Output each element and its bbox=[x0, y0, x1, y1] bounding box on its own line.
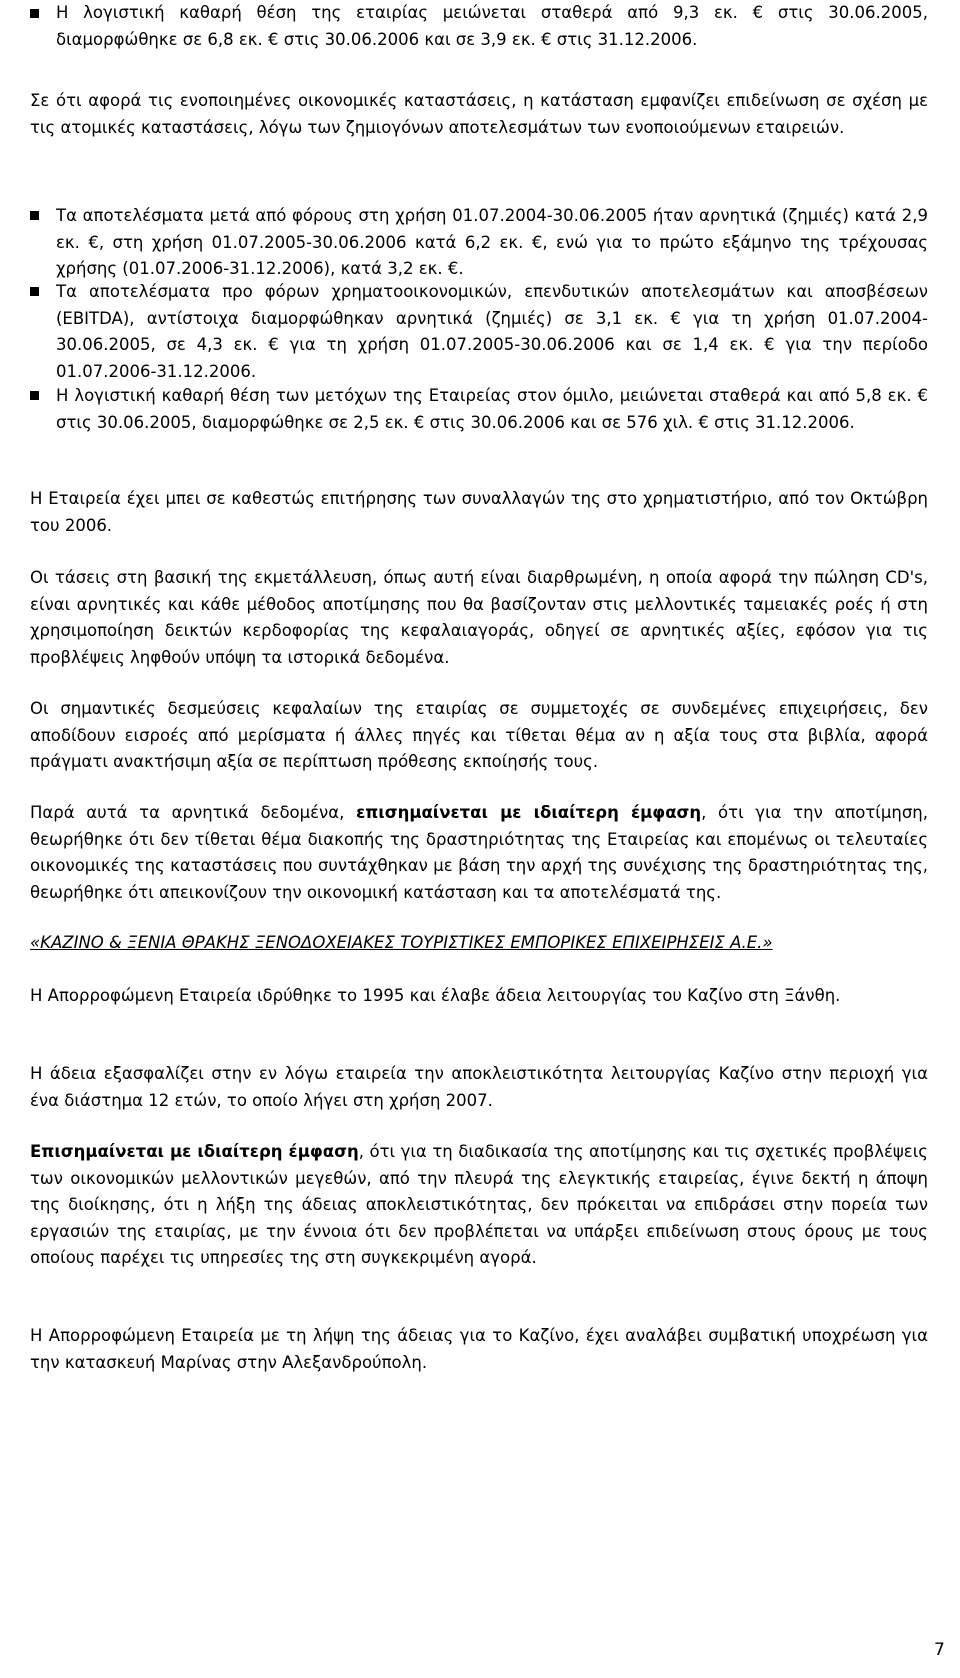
bullet-ebitda: Τα αποτελέσματα προ φόρων χρηματοοικονομικών, επενδυτικών αποτελεσμάτων και αποσβέσεων (EBITDA), αντίστοιχα διαμορφώθηκαν αρνητικά (ζημιές) σε 3,1 εκ. € για τη χρήση 01.07.2004-30.06.2005, σε 4,3 εκ. € για τη χρήση 01.07.2005-30.06.2006 και σε 1,4 εκ. € για την περίοδο 01.07.2006-31.12.2006. bbox=[56, 282, 928, 381]
paragraph-license-exclusivity: Η άδεια εξασφαλίζει στην εν λόγω εταιρεία την αποκλειστικότητα λειτουργίας Καζίνο στην περιοχή για ένα διάστημα 12 ετών, το οποίο λήγει στη χρήση 2007. bbox=[30, 1064, 928, 1110]
paragraph-consolidated-statements: Σε ότι αφορά τις ενοποιημένες οικονομικές καταστάσεις, η κατάσταση εμφανίζει επιδείνωση σε σχέση με τις ατομικές καταστάσεις, λόγω των ζημιογόνων αποτελεσμάτων των ενοποιούμενων εταιρειών. bbox=[30, 91, 928, 137]
paragraph-company-founding: Η Απορροφώμενη Εταιρεία ιδρύθηκε το 1995 και έλαβε άδεια λειτουργίας του Καζίνο στη Ξάνθη. bbox=[30, 986, 841, 1005]
bullet-shareholders-equity: Η λογιστική καθαρή θέση των μετόχων της Εταιρείας στον όμιλο, μειώνεται σταθερά και από 5,8 εκ. € στις 30.06.2005, διαμορφώθηκε σε 2,5 εκ. € στις 30.06.2006 και σε 576 χιλ. € στις 31.12.2006. bbox=[56, 386, 928, 432]
bullet-marker bbox=[30, 211, 39, 220]
emphasis-text: Επισημαίνεται με ιδιαίτερη έμφαση bbox=[30, 1142, 359, 1161]
bullet-marker bbox=[30, 391, 39, 400]
bullet-after-tax-results: Τα αποτελέσματα μετά από φόρους στη χρήση 01.07.2004-30.06.2005 ήταν αρνητικά (ζημιές) κατά 2,9 εκ. €, στη χρήση 01.07.2005-30.06.2006 κατά 6,2 εκ. €, ενώ για το πρώτο εξάμηνο της τρέχουσας χρήσης (01.07.2006-31.12.2006), κατά 3,2 εκ. €. bbox=[56, 206, 928, 278]
paragraph-text: , ότι για τη διαδικασία της αποτίμησης και τις σχετικές προβλέψεις των οικονομικών μελλοντικών μεγεθών, από την πλευρά της ελεγκτικής εταιρείας, έγινε δεκτή η άποψη της διοίκησης, ότι η λήξη της άδειας αποκλειστικότητας, δεν πρόκειται να επιδράσει στην πορεία των εργασιών της εταιρίας, με την έννοια ότι δεν προβλέπεται να υπάρξει επιδείνωση στους όρους με τους οποίους παρέχει τις υπηρεσίες της στη συγκεκριμένη αγορά. bbox=[30, 1142, 928, 1267]
section-heading: «ΚΑΖΙΝΟ & ΞΕΝΙΑ ΘΡΑΚΗΣ ΞΕΝΟΔΟΧΕΙΑΚΕΣ ΤΟΥΡΙΣΤΙΚΕΣ ΕΜΠΟΡΙΚΕΣ ΕΠΙΧΕΙΡΗΣΕΙΣ Α.Ε.» bbox=[30, 933, 773, 952]
bullet-equity-trend: Η λογιστική καθαρή θέση της εταιρίας μειώνεται σταθερά από 9,3 εκ. € στις 30.06.2005, διαμορφώθηκε σε 6,8 εκ. € στις 30.06.2006 και σε 3,9 εκ. € στις 31.12.2006. bbox=[56, 3, 928, 49]
paragraph-emphasis-going-concern bbox=[30, 800, 928, 906]
emphasis-text: επισημαίνεται με ιδιαίτερη έμφαση bbox=[356, 803, 702, 822]
page-number: 7 bbox=[934, 1640, 945, 1660]
paragraph-text: , ότι για την αποτίμηση, θεωρήθηκε ότι δεν τίθεται θέμα διακοπής της δραστηριότητας της Εταιρείας και επομένως οι τελευταίες οικονομικές της καταστάσεις που συντάχθηκαν με βάση την αρχή της συνέχισης της δραστηριότητας της, θεωρήθηκε ότι απεικονίζουν την οικονομική κατάσταση και τα αποτελέσματά της. bbox=[30, 803, 928, 902]
paragraph-capital-commitments: Οι σημαντικές δεσμεύσεις κεφαλαίων της εταιρίας σε συμμετοχές σε συνδεμένες επιχειρήσεις, δεν αποδίδουν εισροές από μερίσματα ή άλλες πηγές και τίθεται θέμα αν η αξία τους στα βιβλία, αφορά πράγματι ανακτήσιμη αξία σε περίπτωση πρόθεσης εκποίησής τους. bbox=[30, 699, 928, 771]
paragraph-core-trends: Οι τάσεις στη βασική της εκμετάλλευση, όπως αυτή είναι διαρθρωμένη, η οποία αφορά την πώληση CD's, είναι αρνητικές και κάθε μέθοδος αποτίμησης που θα βασίζονταν στις μελλοντικές ταμειακές ροές ή στη χρησιμοποίηση δεικτών κερδοφορίας της κεφαλαιαγοράς, οδηγεί σε αρνητικές αξίες, εφόσον για τις προβλέψεις ληφθούν υπόψη τα ιστορικά δεδομένα. bbox=[30, 568, 928, 667]
bullet-marker bbox=[30, 9, 39, 18]
bullet-marker bbox=[30, 287, 39, 296]
paragraph-emphasis-license-expiry bbox=[30, 1139, 928, 1272]
paragraph-marina-obligation: Η Απορροφώμενη Εταιρεία με τη λήψη της άδειας για το Καζίνο, έχει αναλάβει συμβατική υποχρέωση για την κατασκευή Μαρίνας στην Αλεξανδρούπολη. bbox=[30, 1326, 928, 1372]
paragraph-text: Παρά αυτά τα αρνητικά δεδομένα, bbox=[30, 803, 357, 822]
paragraph-stock-surveillance: Η Εταιρεία έχει μπει σε καθεστώς επιτήρησης των συναλλαγών της στο χρηματιστήριο, από τον Οκτώβρη του 2006. bbox=[30, 489, 928, 535]
